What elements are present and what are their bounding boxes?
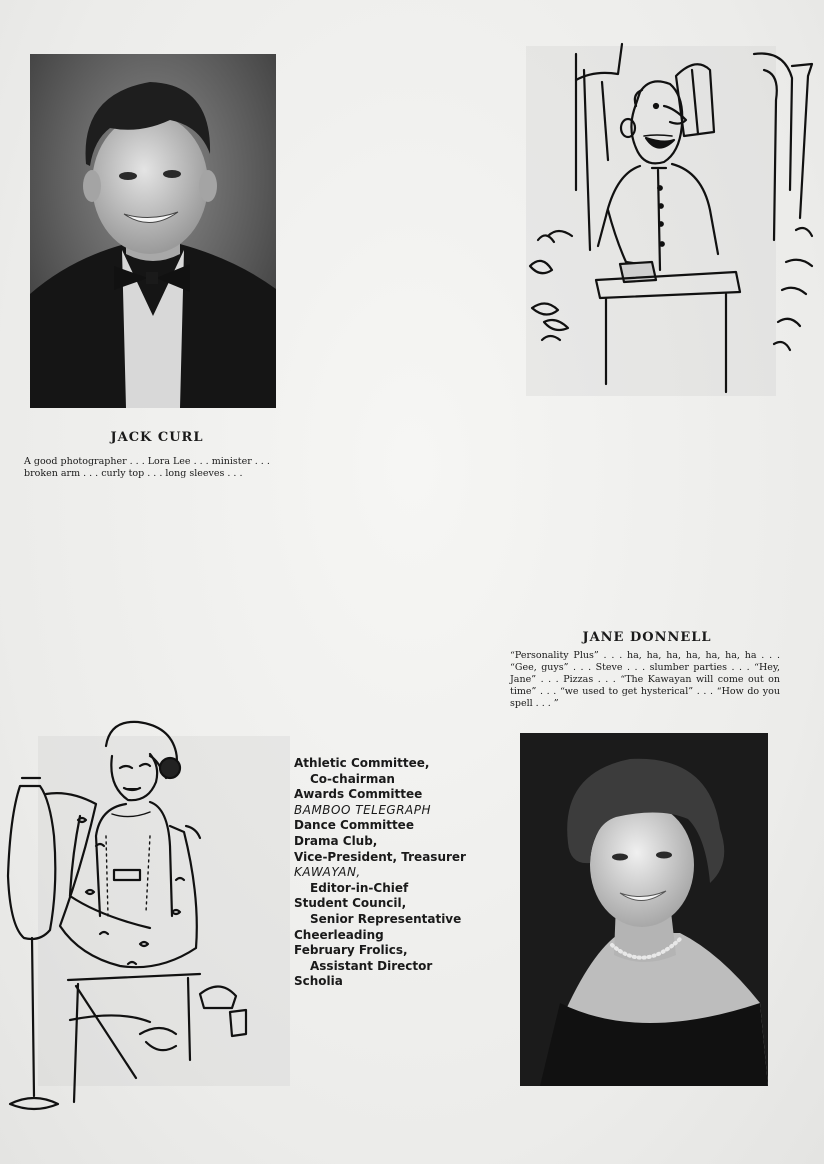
activity-item: Assistant Director	[310, 958, 433, 973]
activity-item: KAWAYAN,	[294, 865, 361, 880]
seamstress-cartoon	[0, 716, 292, 1116]
jane-activities-list	[294, 756, 504, 990]
jack-curl-name: JACK CURL	[110, 430, 204, 445]
activity-item: Dance Committee	[294, 818, 414, 833]
activity-item: Senior Representative	[310, 911, 462, 926]
activity-item: Editor-in-Chief	[310, 880, 409, 895]
jack-blurb-line: A good photographer . . . Lora Lee . . . minister . . .	[24, 456, 270, 467]
activity-item: Student Council,	[294, 896, 407, 911]
jack-blurb-line: broken arm . . . curly top . . . long sleeves . . .	[24, 468, 243, 479]
activity-item: Vice-President, Treasurer	[294, 849, 466, 864]
jane-donnell-name: JANE DONNELL	[582, 630, 712, 645]
activity-item: Awards Committee	[294, 787, 423, 802]
activity-item: Co-chairman	[310, 771, 395, 786]
jack-curl-blurb	[24, 456, 294, 480]
activity-item: Drama Club,	[294, 833, 378, 848]
jane-donnell-portrait	[520, 733, 768, 1086]
jane-donnell-blurb: “Personality Plus” . . . ha, ha, ha, ha, ha, ha, ha . . . “Gee, guys” . . . Steve . . . slumber parties . . . “Hey, Jane” . . . Pizzas . . . “The Kawayan will come out on time” . . . “we used to get hysterical” . . . “How do you spell . . . ”	[510, 650, 780, 709]
minister-pulpit-cartoon	[524, 40, 820, 400]
activity-item: Athletic Committee,	[294, 756, 430, 770]
activity-item: February Frolics,	[294, 943, 408, 958]
activity-item: BAMBOO TELEGRAPH	[294, 802, 432, 817]
activity-item: Cheerleading	[294, 927, 384, 942]
activity-item: Scholia	[294, 974, 343, 989]
jack-curl-portrait	[30, 54, 276, 408]
